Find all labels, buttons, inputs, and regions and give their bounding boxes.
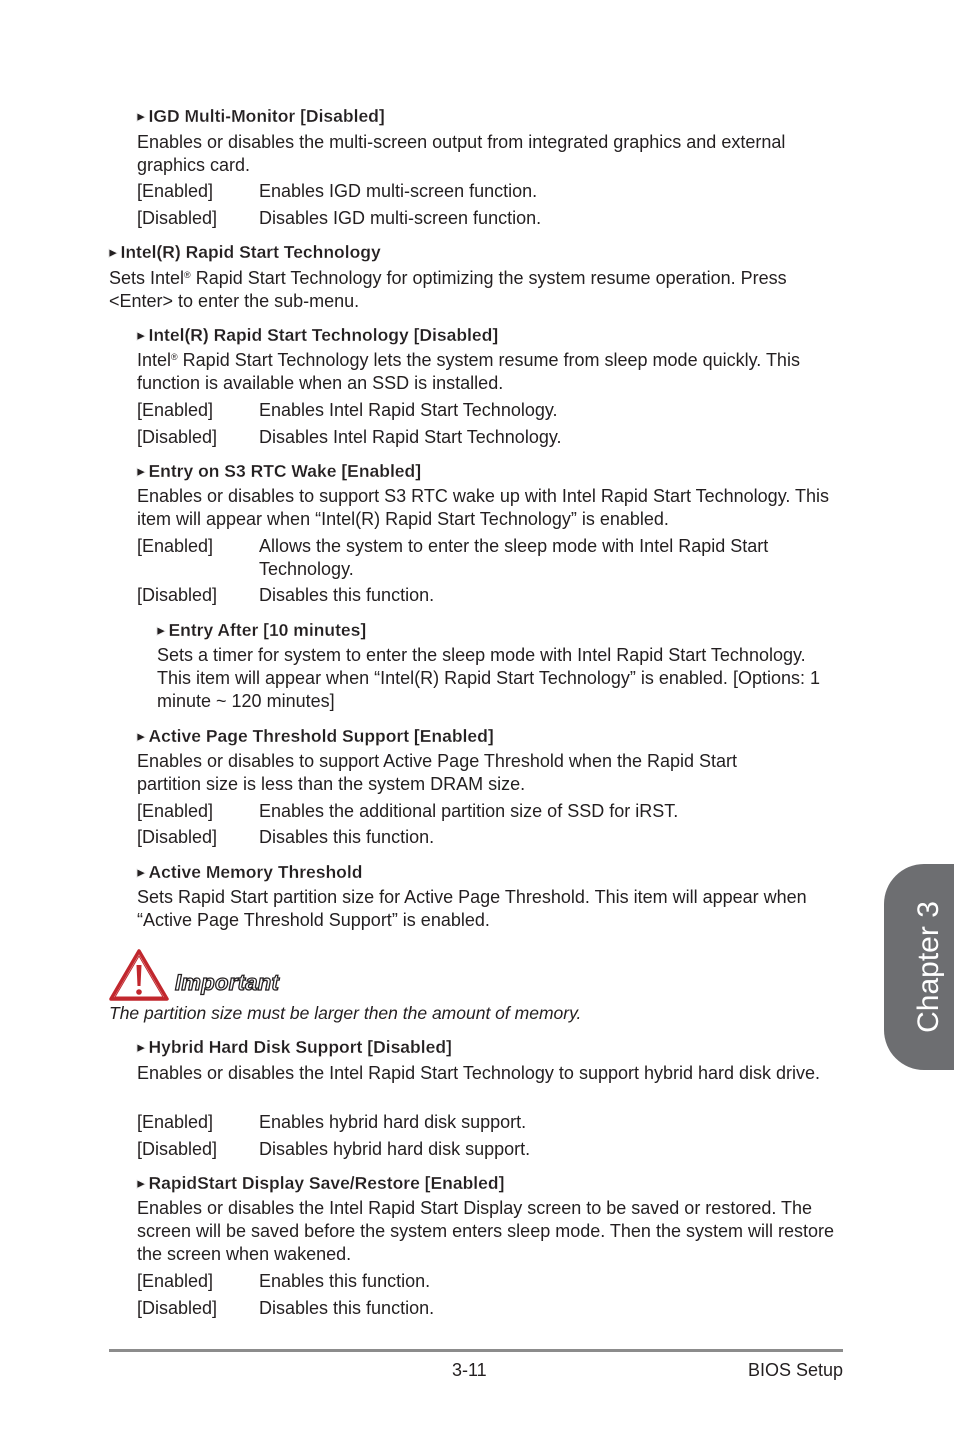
- option-key: [Disabled]: [137, 827, 218, 847]
- footer-section-title: BIOS Setup: [747, 1360, 843, 1380]
- option-description: Disables this function.: [259, 1298, 435, 1318]
- option-description: Enables Intel Rapid Start Technology.: [259, 400, 558, 420]
- page-number: 3-11: [452, 1360, 487, 1380]
- option-description: Disables this function.: [259, 585, 435, 605]
- option-description: Disables this function.: [259, 827, 435, 847]
- hybrid-hard-disk-heading: ▶ Hybrid Hard Disk Support [Disabled]: [137, 1037, 452, 1057]
- triangle-bullet-icon: ▶: [109, 247, 118, 259]
- chapter-tab: [884, 864, 954, 1070]
- triangle-bullet-icon: ▶: [137, 466, 146, 478]
- option-description: Disables IGD multi-screen function.: [259, 208, 542, 228]
- display-save-restore-description: Enables or disables the Intel Rapid Start Display screen to be saved or restored. The screen will be saved before the system enters sleep mode. Then the system will restore the screen when wakened.: [137, 1198, 834, 1265]
- option-description: Allows the system to enter the sleep mode with Intel Rapid Start Technology.: [259, 536, 769, 580]
- active-page-threshold-description: Enables or disables to support Active Page Threshold when the Rapid Start partition size is less than the system DRAM size.: [137, 751, 738, 795]
- triangle-bullet-icon: ▶: [137, 111, 146, 123]
- triangle-bullet-icon: ▶: [137, 1042, 146, 1054]
- option-key: [Disabled]: [137, 1139, 218, 1159]
- active-memory-threshold-description: Sets Rapid Start partition size for Active Page Threshold. This item will appear when “Active Page Threshold Support” is enabled.: [137, 887, 807, 931]
- igd-multi-monitor-heading: ▶ IGD Multi-Monitor [Disabled]: [137, 106, 385, 126]
- igd-multi-monitor-description: Enables or disables the multi-screen output from integrated graphics and external graphics card.: [137, 132, 786, 176]
- triangle-bullet-icon: ▶: [137, 1178, 146, 1190]
- rapid-start-menu-heading: ▶ Intel(R) Rapid Start Technology: [109, 242, 381, 262]
- option-description: Enables hybrid hard disk support.: [259, 1112, 527, 1132]
- option-description: Disables hybrid hard disk support.: [259, 1139, 531, 1159]
- option-description: Enables the additional partition size of SSD for iRST.: [259, 801, 679, 821]
- important-note: The partition size must be larger then the amount of memory.: [109, 1003, 582, 1023]
- warning-triangle-icon: [108, 948, 170, 1002]
- s3-rtc-wake-description: Enables or disables to support S3 RTC wake up with Intel Rapid Start Technology. This item will appear when “Intel(R) Rapid Start Technology” is enabled.: [137, 486, 830, 530]
- display-save-restore-heading: ▶ RapidStart Display Save/Restore [Enabled]: [137, 1173, 505, 1193]
- option-description: Enables this function.: [259, 1271, 431, 1291]
- important-title: Important: [175, 970, 280, 995]
- triangle-bullet-icon: ▶: [137, 731, 146, 743]
- option-key: [Disabled]: [137, 585, 218, 605]
- s3-rtc-wake-heading: ▶ Entry on S3 RTC Wake [Enabled]: [137, 461, 422, 481]
- option-key: [Disabled]: [137, 427, 218, 447]
- hybrid-hard-disk-description: Enables or disables the Intel Rapid Start Technology to support hybrid hard disk drive.: [137, 1063, 821, 1083]
- triangle-bullet-icon: ▶: [137, 330, 146, 342]
- entry-after-heading: ▶ Entry After [10 minutes]: [157, 620, 367, 640]
- rapid-start-description: Intel® Rapid Start Technology lets the system resume from sleep mode quickly. This function is available when an SSD is installed.: [137, 350, 800, 394]
- triangle-bullet-icon: ▶: [137, 867, 146, 879]
- option-key: [Enabled]: [137, 536, 214, 556]
- chapter-tab-label: Chapter 3: [912, 901, 945, 1033]
- option-key: [Disabled]: [137, 208, 218, 228]
- option-description: Disables Intel Rapid Start Technology.: [259, 427, 562, 447]
- option-key: [Enabled]: [137, 400, 214, 420]
- rapid-start-heading: ▶ Intel(R) Rapid Start Technology [Disabled]: [137, 325, 499, 345]
- option-key: [Enabled]: [137, 801, 214, 821]
- option-key: [Enabled]: [137, 1112, 214, 1132]
- active-memory-threshold-heading: ▶ Active Memory Threshold: [137, 862, 363, 882]
- option-description: Enables IGD multi-screen function.: [259, 181, 538, 201]
- rapid-start-menu-description: Sets Intel® Rapid Start Technology for optimizing the system resume operation. Press <Enter> to enter the sub-menu.: [109, 268, 787, 312]
- option-key: [Disabled]: [137, 1298, 218, 1318]
- entry-after-description: Sets a timer for system to enter the sleep mode with Intel Rapid Start Technology. This item will appear when “Intel(R) Rapid Start Technology” is enabled. [Options: 1 minute ~ 120 minutes]: [157, 645, 820, 712]
- footer-divider: [109, 1349, 843, 1352]
- active-page-threshold-heading: ▶ Active Page Threshold Support [Enabled]: [137, 726, 494, 746]
- option-key: [Enabled]: [137, 181, 214, 201]
- triangle-bullet-icon: ▶: [157, 625, 166, 637]
- option-key: [Enabled]: [137, 1271, 214, 1291]
